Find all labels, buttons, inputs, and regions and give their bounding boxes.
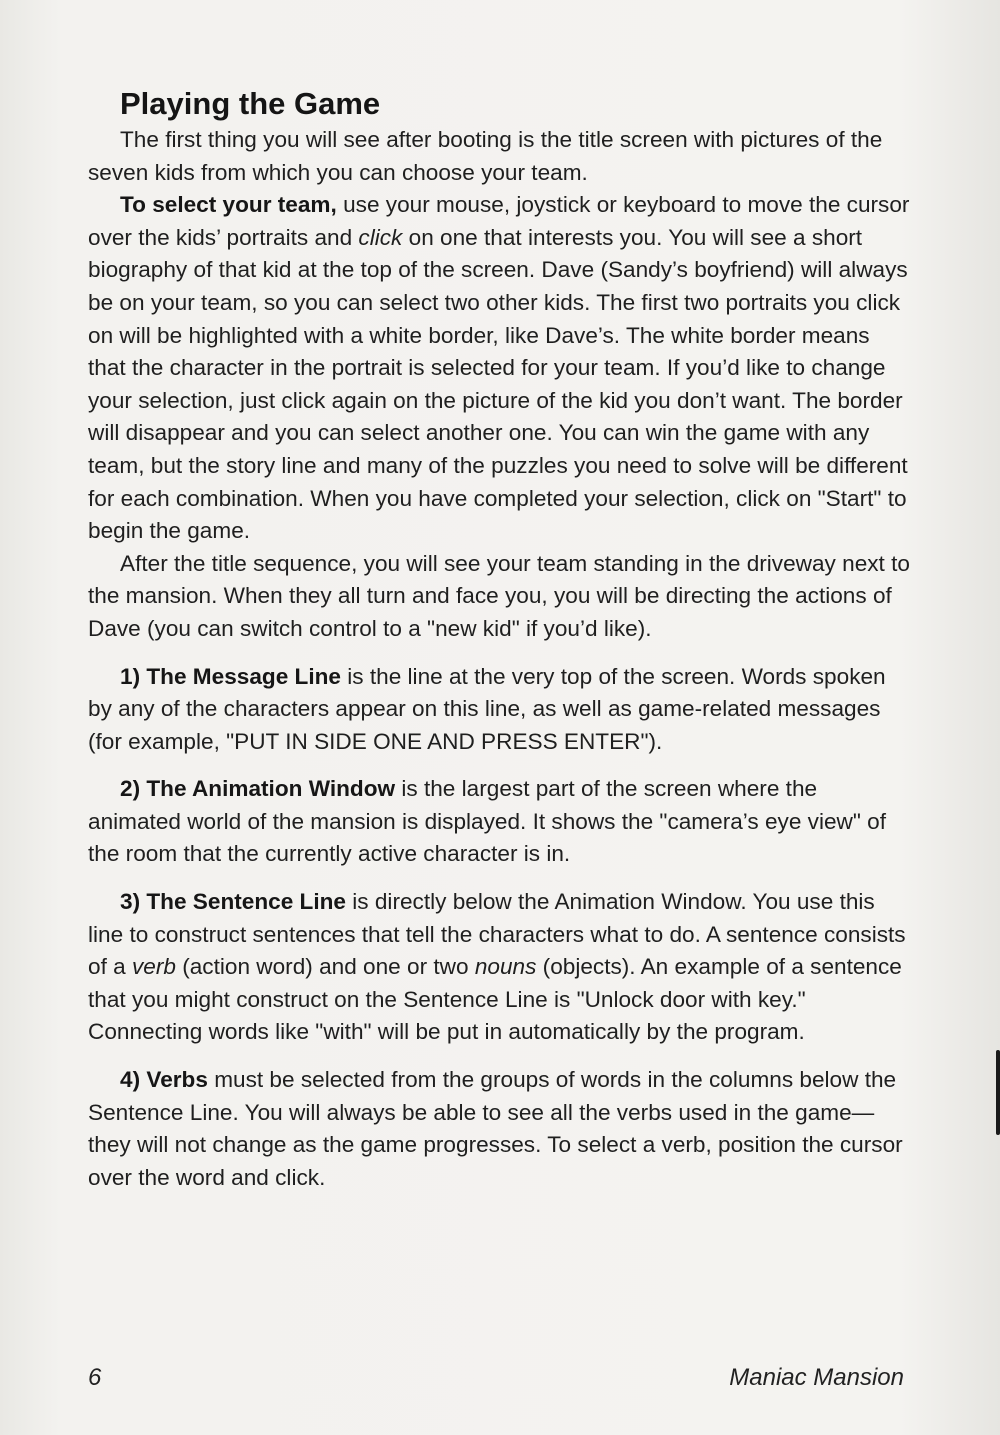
page-title: Playing the Game — [120, 86, 381, 121]
staple-mark — [996, 1095, 1000, 1135]
book-title: Maniac Mansion — [729, 1364, 904, 1391]
animation-window-paragraph — [88, 773, 910, 871]
page-content — [88, 84, 910, 1194]
message-line-heading: 1) The Message Line — [120, 663, 341, 689]
select-team-text-b: on one that interests you. You will see a short biography of that kid at the top of the screen. Dave (Sandy’s boyfriend) will always be on your team, so you can select two other kids. The first two portraits you click on will be highlighted with a white border, like Dave’s. The white border means that the character in the portrait is selected for your team. If you’d like to change your selection, just click again on the picture of the kid you don’t want. The border will disappear and you can select another one. You can win the game with any team, but the story line and many of the puzzles you need to solve will be different for each combination. When you have completed your selection, click on "Start" to begin the game. — [88, 224, 908, 544]
title-sequence-text: After the title sequence, you will see your team standing in the driveway next to the mansion. When they all turn and face you, you will be directing the actions of Dave (you can switch control to a "new kid" if you’d like). — [88, 550, 910, 641]
message-line-text: is the line at the very top of the screen. Words spoken by any of the characters appear on this line, as well as game-related messages (for example, "PUT IN SIDE ONE AND PRESS ENTER"). — [88, 663, 886, 754]
staple-mark — [996, 1050, 1000, 1100]
verbs-heading: 4) Verbs — [120, 1067, 208, 1093]
verb-emphasis: verb — [131, 954, 176, 980]
verbs-text: must be selected from the groups of words in the columns below the Sentence Line. You will always be able to see all the verbs used in the game—they will not change as the game progresses. To select a verb, position the cursor over the word and click. — [88, 1067, 903, 1190]
select-team-heading: To select your team, — [120, 192, 337, 218]
title-sequence-paragraph — [88, 548, 910, 646]
sentence-line-text-b: (action word) and one or two — [175, 954, 475, 980]
page-number: 6 — [88, 1364, 102, 1391]
intro-paragraph — [88, 124, 910, 189]
select-team-paragraph — [88, 189, 910, 548]
click-emphasis: click — [358, 224, 403, 250]
animation-window-heading: 2) The Animation Window — [120, 776, 396, 802]
nouns-emphasis: nouns — [474, 954, 537, 980]
intro-text: The first thing you will see after booting is the title screen with pictures of the seven kids from which you can choose your team. — [88, 127, 883, 185]
sentence-line-text-c: (objects). An example of a sentence that you might construct on the Sentence Line is "Unlock door with key." Connecting words like "with" will be put in automatically by the program. — [88, 954, 902, 1045]
sentence-line-text-a: is directly below the Animation Window. You use this line to construct sentences that tell the characters what to do. A sentence consists of a — [88, 889, 906, 980]
sentence-line-paragraph — [88, 886, 910, 1049]
verbs-paragraph — [88, 1064, 910, 1194]
animation-window-text: is the largest part of the screen where the animated world of the mansion is displayed. It shows the "camera’s eye view" of the room that the currently active character is in. — [88, 776, 887, 867]
sentence-line-heading: 3) The Sentence Line — [120, 889, 346, 915]
message-line-paragraph — [88, 661, 910, 759]
select-team-text-a: use your mouse, joystick or keyboard to move the cursor over the kids’ portraits and — [88, 192, 910, 250]
